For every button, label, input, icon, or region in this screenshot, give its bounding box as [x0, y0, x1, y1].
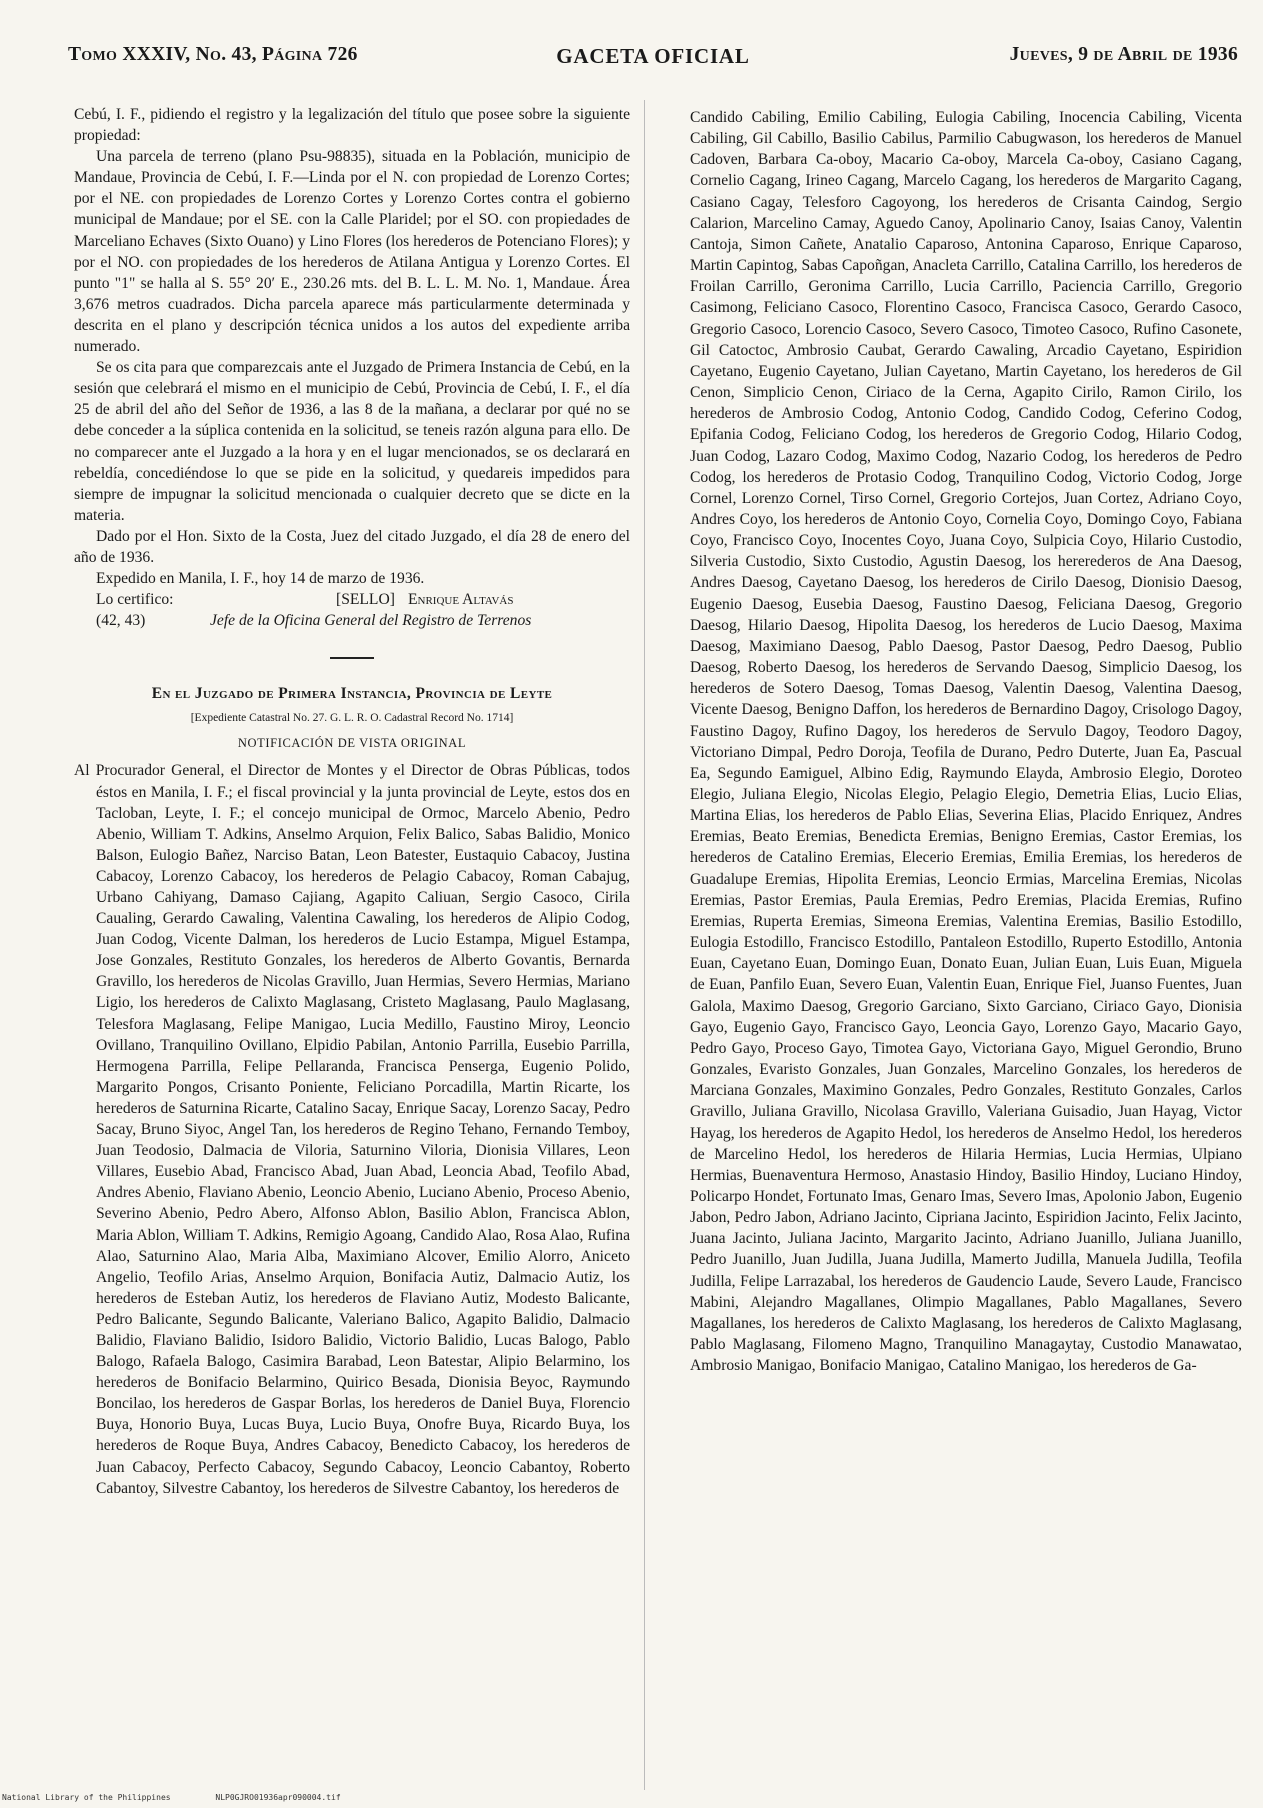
- left-column: [74, 104, 630, 1499]
- signer-name: Enrique Altavás: [408, 591, 514, 609]
- scan-filename: NLP0GJRO01936apr090004.tif: [215, 1793, 341, 1802]
- parcel-description: Una parcela de terreno (plano Psu-98835), situada en la Población, municipio de Mandaue, Provincia de Cebú, I. F.—Linda por el N. con propiedad de Lorenzo Cortes; por el NE. con propiedades de Lorenzo Cortes y Lorenzo Cortes contra el gobierno municipal de Mandaue; por el SE. con la Calle Plaridel; por el SO. con propiedades de Marceliano Echaves (Sixto Ouano) y Lino Flores (los herederos de Potenciano Flores); y por el NO. con propiedades de los herederos de Atilana Antigua y Lorenzo Cortes. El punto "1" se halla al S. 55° 20′ E., 230.26 mts. del B. L. L. M. No. 1, Mandaue. Área 3,676 metros cuadrados. Dicha parcela aparece más particularmente determinada y descrita en el plano y descripción técnica unidos a los autos del expediente arriba numerado.: [74, 148, 630, 356]
- column-divider: [644, 100, 645, 1790]
- certify-row: [74, 589, 630, 610]
- seal-label: [SELLO]: [336, 591, 395, 609]
- signer-title-row: [74, 610, 630, 631]
- court-heading: En el Juzgado de Primera Instancia, Provincia de Leyte: [151, 685, 553, 703]
- volume-page-label: Tomo XXXIV, No. 43, Página 726: [68, 44, 358, 65]
- right-column: [690, 107, 1242, 1376]
- certify-label: Lo certifico:: [96, 591, 174, 609]
- library-credit: National Library of the Philippines: [2, 1793, 171, 1802]
- addressees-list: Al Procurador General, el Director de Montes y el Director de Obras Públicas, todos éstos en Manila, I. F.; el fiscal provincial y la junta provincial de Leyte, estos dos en Tacloban, Leyte, I. F.; el concejo municipal de Ormoc, Marcelo Abenio, Pedro Abenio, William T. Adkins, Anselmo Arquion, Felix Balico, Sabas Balidio, Monico Balson, Eulogio Bañez, Narciso Batan, Leon Batester, Eustaquio Cabacoy, Justina Cabacoy, Lorenzo Cabacoy, los herederos de Pelagio Cabacoy, Roman Cabajug, Urbano Cahiyang, Damaso Cajiang, Agapito Caliuan, Sergio Casoco, Cirila Caualing, Gerardo Cawaling, Valentina Cawaling, los herederos de Alipio Codog, Juan Codog, Vicente Dalman, los herederos de Lucio Estampa, Miguel Estampa, Jose Gonzales, Restituto Gonzales, los herederos de Alberto Govantis, Bernarda Gravillo, los herederos de Nicolas Gravillo, Juan Hermias, Severo Hermias, Mariano Ligio, los herederos de Calixto Maglasang, Cristeto Maglasang, Paulo Maglasang, Telesfora Maglasang, Felipe Manigao, Lucia Medillo, Faustino Miroy, Leoncio Ovillano, Tranquilino Ovillano, Elpidio Pabilan, Antonio Parrilla, Eusebio Parrilla, Hermogena Parrilla, Felipe Pellaranda, Francisca Penserga, Eugenio Polido, Margarito Pongos, Crisanto Poniente, Feliciano Porcadilla, Martin Ricarte, los herederos de Saturnina Ricarte, Catalino Sacay, Enrique Sacay, Lorenzo Sacay, Pedro Sacay, Bruno Siyoc, Angel Tan, los herederos de Regino Tehano, Fernando Temboy, Juan Teodosio, Dalmacia de Viloria, Saturnino Viloria, Dionisia Villares, Leon Villares, Eusebio Abad, Francisco Abad, Juan Abad, Leoncia Abad, Teofilo Abad, Andres Abenio, Flaviano Abenio, Leoncio Abenio, Luciano Abenio, Proceso Abenio, Severino Abenio, Pedro Abero, Alfonso Ablon, Basilio Ablon, Francisca Ablon, Maria Ablon, William T. Adkins, Remigio Agoang, Candido Alao, Rosa Alao, Rufina Alao, Saturnino Alao, Maria Alba, Maximiano Alcover, Emilio Alorro, Aniceto Angelio, Teofilo Arias, Anselmo Arquion, Bonifacia Autiz, Dalmacio Autiz, los herederos de Esteban Autiz, los herederos de Flaviano Autiz, Modesto Balicante, Pedro Balicante, Segundo Balicante, Valeriano Balico, Agapito Balidio, Dalmacio Balidio, Flaviano Balidio, Isidoro Balidio, Victorio Balidio, Lucas Balogo, Pablo Balogo, Rafaela Balogo, Casimira Barabad, Leon Batestar, Alipio Belarmino, los herederos de Bonifacio Belarmino, Quirico Besada, Dionisia Beyoc, Raymundo Boncilao, los herederos de Gaspar Borlas, los herederos de Daniel Buya, Florencio Buya, Honorio Buya, Lucas Buya, Lucio Buya, Onofre Buya, Ricardo Buya, los herederos de Roque Buya, Andres Cabacoy, Benedicto Cabacoy, los herederos de Juan Cabacoy, Perfecto Cabacoy, Segundo Cabacoy, Leoncio Cabantoy, Roberto Cabantoy, Silvestre Cabantoy, los herederos de Silvestre Cabantoy, los herederos de: [74, 762, 630, 1497]
- addressees-continued: Candido Cabiling, Emilio Cabiling, Eulogia Cabiling, Inocencia Cabiling, Vicenta Cabiling, Gil Cabillo, Basilio Cabilus, Parmilio Cabugwason, los herederos de Manuel Cadoven, Barbara Ca-oboy, Macario Ca-oboy, Marcela Ca-oboy, Casiano Cagang, Cornelio Cagang, Irineo Cagang, Marcelo Cagang, los herederos de Margarito Cagang, Casiano Cagay, Telesforo Cagoyong, los herederos de Crisanta Caindog, Sergio Calarion, Marcelino Camay, Aguedo Canoy, Apolinario Canoy, Isaias Canoy, Valentin Cantoja, Simon Cañete, Anatalio Caparoso, Antonina Caparoso, Enrique Caparoso, Martin Capintog, Sabas Capoñgan, Anacleta Carrillo, Catalina Carrillo, los herederos de Froilan Carrillo, Geronima Carrillo, Lucia Carrillo, Paciencia Carrillo, Gregorio Casimong, Feliciano Casoco, Florentino Casoco, Francisca Casoco, Gerardo Casoco, Gregorio Casoco, Lorencio Casoco, Severo Casoco, Timoteo Casoco, Rufino Casonete, Gil Catoctoc, Ambrosio Caubat, Gerardo Cawaling, Arcadio Cayetano, Espiridion Cayetano, Eugenio Cayetano, Julian Cayetano, Martin Cayetano, los herederos de Gil Cenon, Simplicio Cenon, Ciriaco de la Cerna, Agapito Cirilo, Ramon Cirilo, los herederos de Ambrosio Codog, Antonio Codog, Candido Codog, Ceferino Codog, Epifania Codog, Feliciano Codog, los herederos de Gregorio Codog, Hilario Codog, Juan Codog, Lazaro Codog, Maximo Codog, Nazario Codog, los herederos de Pedro Codog, los herederos de Protasio Codog, Tranquilino Codog, Victorio Codog, Jorge Cornel, Lorenzo Cornel, Tirso Cornel, Gregorio Cortejos, Juan Cortez, Adriano Coyo, Andres Coyo, los herederos de Antonio Coyo, Cornelia Coyo, Domingo Coyo, Fabiana Coyo, Francisco Coyo, Inocentes Coyo, Juana Coyo, Sulpicia Coyo, Hilario Custodio, Silveria Custodio, Sixto Custodio, Agustin Daesog, los hererederos de Ana Daesog, Andres Daesog, Cayetano Daesog, los herederos de Cirilo Daesog, Dionisio Daesog, Eugenio Daesog, Eusebia Daesog, Faustino Daesog, Feliciana Daesog, Gregorio Daesog, Hilario Daesog, Hipolita Daesog, los herederos de Lucio Daesog, Maxima Daesog, Maximiano Daesog, Pablo Daesog, Pastor Daesog, Pedro Daesog, Publio Daesog, Roberto Daesog, los herederos de Servando Daesog, Simplicio Daesog, los herederos de Sotero Daesog, Tomas Daesog, Valentin Daesog, Valentina Daesog, Vicente Daesog, Benigno Daffon, los herederos de Bernardino Dagoy, Crisologo Dagoy, Faustino Dagoy, Rufino Dagoy, los herederos de Servulo Dagoy, Teodoro Dagoy, Victoriano Dimpal, Pedro Doroja, Teofila de Durano, Pedro Duterte, Juan Ea, Pascual Ea, Segundo Eamiguel, Albino Edig, Raymundo Elayda, Ambrosio Elegio, Doroteo Elegio, Juliana Elegio, Nicolas Elegio, Pelagio Elegio, Demetria Elias, Lucio Elias, Martina Elias, los herederos de Pablo Elias, Severina Elias, Placido Enriquez, Andres Eremias, Beato Eremias, Benedicta Eremias, Benigno Eremias, Castor Eremias, los herederos de Catalino Eremias, Elecerio Eremias, Emilia Eremias, los herederos de Guadalupe Eremias, Hipolita Eremias, Leoncio Ermias, Marcelina Eremias, Nicolas Eremias, Pastor Eremias, Paula Eremias, Pedro Eremias, Placida Eremias, Rufino Eremias, Ruperta Eremias, Simeona Eremias, Valentina Eremias, Basilio Estodillo, Eulogia Estodillo, Francisco Estodillo, Pantaleon Estodillo, Ruperto Estodillo, Antonia Euan, Cayetano Euan, Domingo Euan, Donato Euan, Julian Euan, Luis Euan, Miguela de Euan, Panfilo Euan, Severo Euan, Valentin Euan, Enrique Fiel, Juanso Fuentes, Juan Galola, Maximo Daesog, Gregorio Garciano, Sixto Garciano, Ciriaco Gayo, Dionisia Gayo, Eugenio Gayo, Francisco Gayo, Leoncia Gayo, Lorenzo Gayo, Macario Gayo, Pedro Gayo, Proceso Gayo, Timotea Gayo, Victoriana Gayo, Miguel Gerondio, Bruno Gonzales, Evaristo Gonzales, Juan Gonzales, Marcelino Gonzales, los herederos de Marciana Gonzales, Maximino Gonzales, Pedro Gonzales, Restituto Gonzales, Carlos Gravillo, Juliana Gravillo, Nicolasa Gravillo, Valeriana Guisadio, Juan Hayag, Victor Hayag, los herederos de Agapito Hedol, los herederos de Anselmo Hedol, los herederos de Marcelino Hedol, los herederos de Hilaria Hermias, Lucia Hermias, Ulpiano Hermias, Buenaventura Hermoso, Anastasio Hindoy, Basilio Hindoy, Luciano Hindoy, Policarpo Hondet, Fortunato Imas, Genaro Imas, Severo Imas, Apolonio Jabon, Eugenio Jabon, Pedro Jabon, Adriano Jacinto, Cipriana Jacinto, Espiridion Jacinto, Felix Jacinto, Juana Jacinto, Juliana Jacinto, Margarito Jacinto, Adriano Juanillo, Juliana Juanillo, Pedro Juanillo, Juan Judilla, Juana Judilla, Mamerto Judilla, Manuela Judilla, Teofila Judilla, Felipe Larrazabal, los herederos de Gaudencio Laude, Severo Laude, Francisco Mabini, Alejandro Magallanes, Olimpio Magallanes, Pablo Magallanes, Severo Magallanes, los herederos de Calixto Maglasang, los herederos de Calixto Maglasang, Pablo Maglasang, Filomeno Magno, Tranquilino Managaytay, Custodio Manawatao, Ambrosio Manigao, Bonifacio Manigao, Catalino Manigao, los herederos de Ga-: [690, 109, 1242, 1375]
- notice-heading: NOTIFICACIÓN DE VISTA ORIGINAL: [237, 736, 467, 751]
- citation-paragraph: Se os cita para que comparezcais ante el Juzgado de Primera Instancia de Cebú, en la sesión que celebrará el mismo en el municipio de Cebú, Provincia de Cebú, I. F., el día 25 de abril del año del Señor de 1936, a las 8 de la mañana, a declarar por qué no se debe conceder a la súplica contenida en la solicitud, se teneis razón alguna para ello. De no comparecer ante el Juzgado a la hora y en el lugar mencionados, se os declarará en rebeldía, concediéndose lo que se pide en la solicitud, y quedareis impedidos para siempre de impugnar la solicitud mencionada o cualquier decreto que se dicte en la materia.: [74, 359, 630, 524]
- given-by-paragraph: Dado por el Hon. Sixto de la Costa, Juez del citado Juzgado, el día 28 de enero del año de 1936.: [74, 527, 630, 566]
- section-rule: [330, 657, 374, 659]
- issued-line: Expedido en Manila, I. F., hoy 14 de marzo de 1936.: [96, 570, 425, 588]
- intro-paragraph: Cebú, I. F., pidiendo el registro y la legalización del título que posee sobre la siguiente propiedad:: [74, 106, 630, 145]
- scan-footer: [2, 1793, 381, 1802]
- issue-date: Jueves, 9 de Abril de 1936: [1009, 44, 1238, 65]
- publication-title: GACETA OFICIAL: [556, 44, 750, 68]
- case-reference: [Expediente Catastral No. 27. G. L. R. O. Cadastral Record No. 1714]: [190, 712, 514, 725]
- signer-title: Jefe de la Oficina General del Registro de Terrenos: [210, 612, 532, 630]
- page-header: [68, 44, 1238, 74]
- notice-numbers: (42, 43): [96, 612, 146, 630]
